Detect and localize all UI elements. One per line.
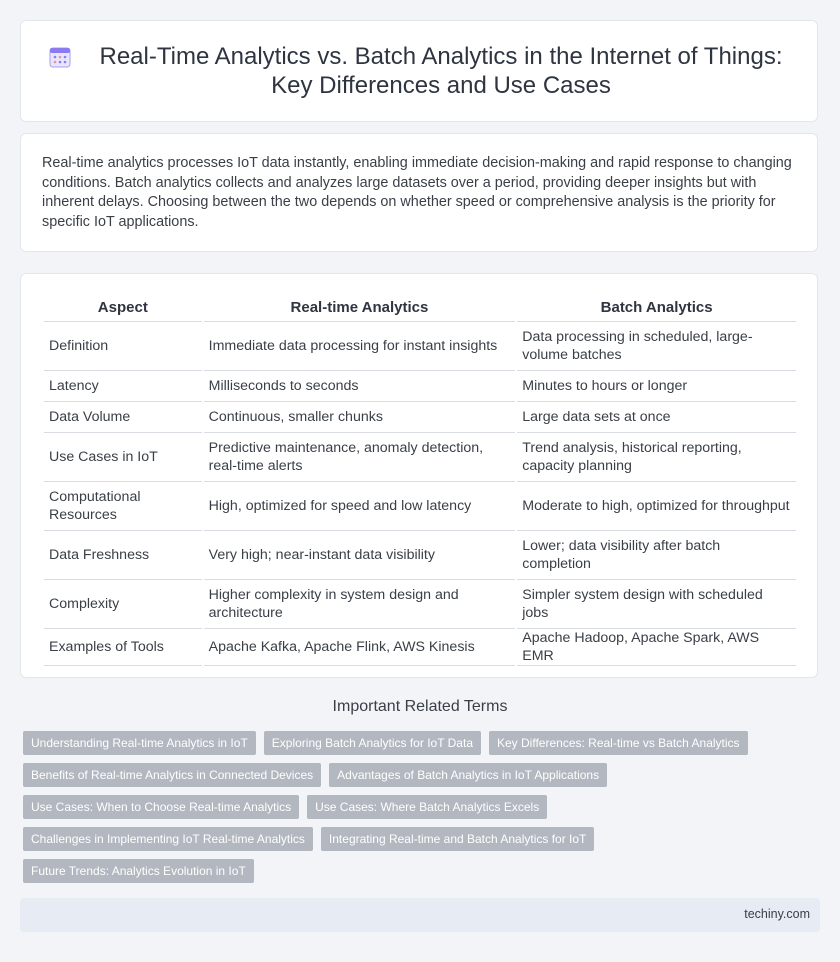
table-row bbox=[44, 402, 796, 433]
related-term-tag[interactable]: Future Trends: Analytics Evolution in IoT bbox=[23, 859, 254, 883]
table-cell-batch: Simpler system design with scheduled jobs bbox=[517, 580, 796, 629]
table-cell-aspect: Complexity bbox=[44, 580, 202, 629]
calendar-grid-icon bbox=[49, 46, 71, 68]
table-header-row bbox=[44, 294, 796, 322]
related-term-tag[interactable]: Use Cases: Where Batch Analytics Excels bbox=[307, 795, 547, 819]
table-cell-real-time: Continuous, smaller chunks bbox=[204, 402, 516, 433]
table-cell-batch: Minutes to hours or longer bbox=[517, 371, 796, 402]
table-cell-batch: Moderate to high, optimized for throughput bbox=[517, 482, 796, 531]
related-term-tag[interactable]: Benefits of Real-time Analytics in Connected Devices bbox=[23, 763, 321, 787]
intro-paragraph: Real-time analytics processes IoT data instantly, enabling immediate decision-making and rapid response to changing conditions. Batch analytics collects and analyzes large datasets over a period, providing deeper insights but with inherent delays. Choosing between the two depends on whether speed or comprehensive analysis is the priority for specific IoT applications. bbox=[42, 155, 792, 230]
table-row bbox=[44, 482, 796, 531]
table-cell-batch: Trend analysis, historical reporting, capacity planning bbox=[517, 433, 796, 482]
related-terms-heading: Important Related Terms bbox=[332, 698, 508, 715]
related-term-tag[interactable]: Advantages of Batch Analytics in IoT Applications bbox=[329, 763, 607, 787]
related-term-tag[interactable]: Exploring Batch Analytics for IoT Data bbox=[264, 731, 481, 755]
table-cell-real-time: Predictive maintenance, anomaly detection, real-time alerts bbox=[204, 433, 516, 482]
title-wrap bbox=[49, 42, 789, 100]
table-row bbox=[44, 629, 796, 666]
footer-bar bbox=[20, 898, 820, 932]
table-cell-batch: Large data sets at once bbox=[517, 402, 796, 433]
table-row bbox=[44, 531, 796, 580]
table-cell-real-time: High, optimized for speed and low latency bbox=[204, 482, 516, 531]
related-term-tag[interactable]: Integrating Real-time and Batch Analytics for IoT bbox=[321, 827, 594, 851]
table-cell-real-time: Very high; near-instant data visibility bbox=[204, 531, 516, 580]
title-card bbox=[20, 20, 818, 122]
table-cell-batch: Data processing in scheduled, large-volume batches bbox=[517, 322, 796, 371]
footer-site-link[interactable]: techiny.com bbox=[744, 907, 810, 921]
related-term-tag[interactable]: Key Differences: Real-time vs Batch Analytics bbox=[489, 731, 748, 755]
related-terms-list bbox=[23, 731, 813, 891]
table-row bbox=[44, 322, 796, 371]
related-term-tag[interactable]: Use Cases: When to Choose Real-time Analytics bbox=[23, 795, 299, 819]
table-row bbox=[44, 371, 796, 402]
column-header-aspect: Aspect bbox=[44, 294, 202, 322]
table-cell-aspect: Definition bbox=[44, 322, 202, 371]
table-cell-aspect: Latency bbox=[44, 371, 202, 402]
intro-card bbox=[20, 133, 818, 252]
column-header-batch: Batch Analytics bbox=[517, 294, 796, 322]
table-cell-batch: Apache Hadoop, Apache Spark, AWS EMR bbox=[517, 629, 796, 666]
table-cell-batch: Lower; data visibility after batch completion bbox=[517, 531, 796, 580]
related-term-tag[interactable]: Challenges in Implementing IoT Real-time Analytics bbox=[23, 827, 313, 851]
table-cell-aspect: Computational Resources bbox=[44, 482, 202, 531]
column-header-real-time: Real-time Analytics bbox=[204, 294, 516, 322]
table-row bbox=[44, 580, 796, 629]
table-cell-real-time: Immediate data processing for instant insights bbox=[204, 322, 516, 371]
comparison-table bbox=[42, 294, 798, 666]
table-cell-aspect: Examples of Tools bbox=[44, 629, 202, 666]
table-row bbox=[44, 433, 796, 482]
page-title: Real-Time Analytics vs. Batch Analytics in the Internet of Things: Key Differences and Use Cases bbox=[99, 43, 783, 99]
comparison-table-card bbox=[20, 273, 818, 678]
table-cell-real-time: Higher complexity in system design and architecture bbox=[204, 580, 516, 629]
related-term-tag[interactable]: Understanding Real-time Analytics in IoT bbox=[23, 731, 256, 755]
table-cell-real-time: Milliseconds to seconds bbox=[204, 371, 516, 402]
table-cell-real-time: Apache Kafka, Apache Flink, AWS Kinesis bbox=[204, 629, 516, 666]
table-cell-aspect: Use Cases in IoT bbox=[44, 433, 202, 482]
table-cell-aspect: Data Volume bbox=[44, 402, 202, 433]
table-cell-aspect: Data Freshness bbox=[44, 531, 202, 580]
